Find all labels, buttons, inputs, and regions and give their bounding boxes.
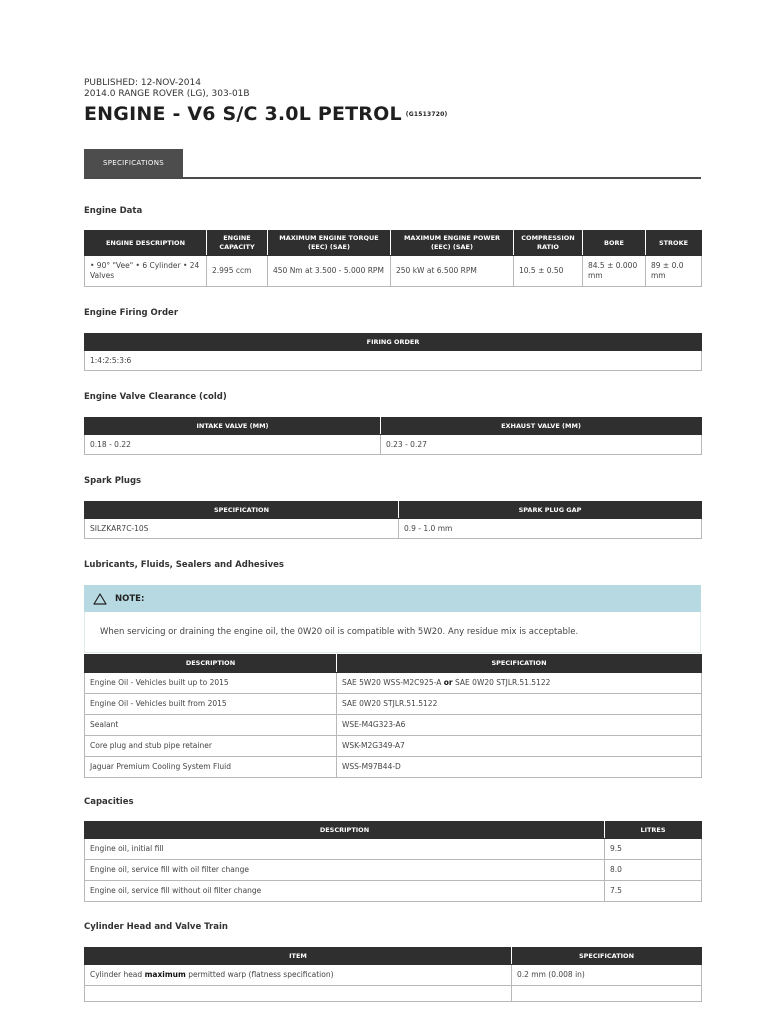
section-valve-clearance: Engine Valve Clearance (cold) <box>84 392 227 402</box>
column-header: SPECIFICATION <box>85 502 399 519</box>
table-row <box>85 715 702 736</box>
section-cylinder-head: Cylinder Head and Valve Train <box>84 922 228 932</box>
column-header: ENGINE CAPACITY <box>207 231 268 256</box>
table-cell: 0.23 - 0.27 <box>381 435 702 455</box>
vehicle-info: 2014.0 RANGE ROVER (LG), 303-01B <box>84 89 250 99</box>
table-row <box>85 673 702 694</box>
table-cell <box>337 673 702 694</box>
column-header: FIRING ORDER <box>85 334 702 351</box>
table-cell: 8.0 <box>605 860 702 881</box>
table-cell: 10.5 ± 0.50 <box>514 256 583 287</box>
firing-order-table <box>84 333 702 371</box>
section-firing-order: Engine Firing Order <box>84 308 179 318</box>
table-row <box>85 435 702 455</box>
table-cell: 9.5 <box>605 839 702 860</box>
document-code: (G1513720) <box>405 111 448 118</box>
table-row <box>85 736 702 757</box>
table-cell: WSK-M2G349-A7 <box>337 736 702 757</box>
table-row <box>85 519 702 539</box>
table-header-row <box>85 418 702 435</box>
capacities-table <box>84 821 702 902</box>
section-spark-plugs: Spark Plugs <box>84 476 142 486</box>
table-cell: 84.5 ± 0.000 mm <box>583 256 646 287</box>
table-cell <box>85 965 512 986</box>
spec-part: SAE 0W20 STJLR.51.5122 <box>455 678 551 687</box>
table-cell: Sealant <box>85 715 337 736</box>
table-header-row <box>85 231 702 256</box>
column-header: COMPRESSION RATIO <box>514 231 583 256</box>
published-date: PUBLISHED: 12-NOV-2014 <box>84 78 201 88</box>
table-cell: 89 ± 0.0 mm <box>646 256 702 287</box>
tab-specifications[interactable]: SPECIFICATIONS <box>84 149 183 177</box>
column-header: ENGINE DESCRIPTION <box>85 231 207 256</box>
publication-info <box>84 78 250 100</box>
warning-triangle-icon <box>93 593 107 605</box>
table-cell: Engine Oil - Vehicles built up to 2015 <box>85 673 337 694</box>
table-row <box>85 757 702 778</box>
table-cell: 0.18 - 0.22 <box>85 435 381 455</box>
table-cell: Engine oil, service fill with oil filter change <box>85 860 605 881</box>
table-row <box>85 839 702 860</box>
table-cell: SILZKAR7C-10S <box>85 519 399 539</box>
note-header <box>84 585 701 612</box>
column-header: BORE <box>583 231 646 256</box>
table-header-row <box>85 334 702 351</box>
spec-part: SAE 5W20 WSS-M2C925-A <box>342 678 442 687</box>
engine-data-table <box>84 230 702 287</box>
table-cell: 0.2 mm (0.008 in) <box>512 965 702 986</box>
table-cell: 250 kW at 6.500 RPM <box>391 256 514 287</box>
column-header: MAXIMUM ENGINE POWER (EEC) (SAE) <box>391 231 514 256</box>
column-header: STROKE <box>646 231 702 256</box>
column-header: INTAKE VALVE (MM) <box>85 418 381 435</box>
table-row <box>85 986 702 1002</box>
table-header-row <box>85 655 702 673</box>
column-header: DESCRIPTION <box>85 655 337 673</box>
column-header: MAXIMUM ENGINE TORQUE (EEC) (SAE) <box>268 231 391 256</box>
section-lubricants: Lubricants, Fluids, Sealers and Adhesives <box>84 560 284 570</box>
table-row <box>85 860 702 881</box>
item-part: Cylinder head <box>90 970 143 979</box>
column-header: SPECIFICATION <box>337 655 702 673</box>
table-cell: • 90° "Vee" • 6 Cylinder • 24 Valves <box>85 256 207 287</box>
spec-or: or <box>443 678 453 687</box>
note-label: NOTE: <box>115 593 145 604</box>
cylinder-head-table <box>84 947 702 1002</box>
section-engine-data: Engine Data <box>84 206 143 216</box>
table-header-row <box>85 502 702 519</box>
item-emphasis: maximum <box>144 970 186 979</box>
table-cell: 0.9 - 1.0 mm <box>399 519 702 539</box>
table-cell: WSS-M97B44-D <box>337 757 702 778</box>
table-cell: Engine oil, service fill without oil filter change <box>85 881 605 902</box>
table-cell <box>85 986 512 1002</box>
table-cell: 450 Nm at 3.500 - 5.000 RPM <box>268 256 391 287</box>
table-cell: 1:4:2:5:3:6 <box>85 351 702 371</box>
column-header: SPARK PLUG GAP <box>399 502 702 519</box>
table-row <box>85 351 702 371</box>
table-cell: WSE-M4G323-A6 <box>337 715 702 736</box>
table-cell <box>512 986 702 1002</box>
section-capacities: Capacities <box>84 797 134 807</box>
table-row <box>85 965 702 986</box>
item-part: permitted warp (flatness specification) <box>188 970 334 979</box>
column-header: DESCRIPTION <box>85 822 605 839</box>
table-row <box>85 694 702 715</box>
note-box <box>84 585 701 653</box>
column-header: ITEM <box>85 948 512 965</box>
table-cell: Jaguar Premium Cooling System Fluid <box>85 757 337 778</box>
page-title-text: ENGINE - V6 S/C 3.0L PETROL <box>84 103 402 125</box>
column-header: EXHAUST VALVE (MM) <box>381 418 702 435</box>
table-row <box>85 256 702 287</box>
lubricants-table <box>84 654 702 778</box>
column-header: LITRES <box>605 822 702 839</box>
table-cell: 7.5 <box>605 881 702 902</box>
column-header: SPECIFICATION <box>512 948 702 965</box>
table-header-row <box>85 822 702 839</box>
table-cell: SAE 0W20 STJLR.51.5122 <box>337 694 702 715</box>
table-row <box>85 881 702 902</box>
valve-clearance-table <box>84 417 702 455</box>
table-header-row <box>85 948 702 965</box>
note-text: When servicing or draining the engine oil, the 0W20 oil is compatible with 5W20. Any residue mix is acceptable. <box>100 627 579 637</box>
table-cell: Core plug and stub pipe retainer <box>85 736 337 757</box>
spark-plugs-table <box>84 501 702 539</box>
page-title <box>84 103 447 125</box>
table-cell: Engine Oil - Vehicles built from 2015 <box>85 694 337 715</box>
table-cell: 2.995 ccm <box>207 256 268 287</box>
note-body <box>84 612 701 653</box>
table-cell: Engine oil, initial fill <box>85 839 605 860</box>
tab-bar <box>84 149 701 179</box>
